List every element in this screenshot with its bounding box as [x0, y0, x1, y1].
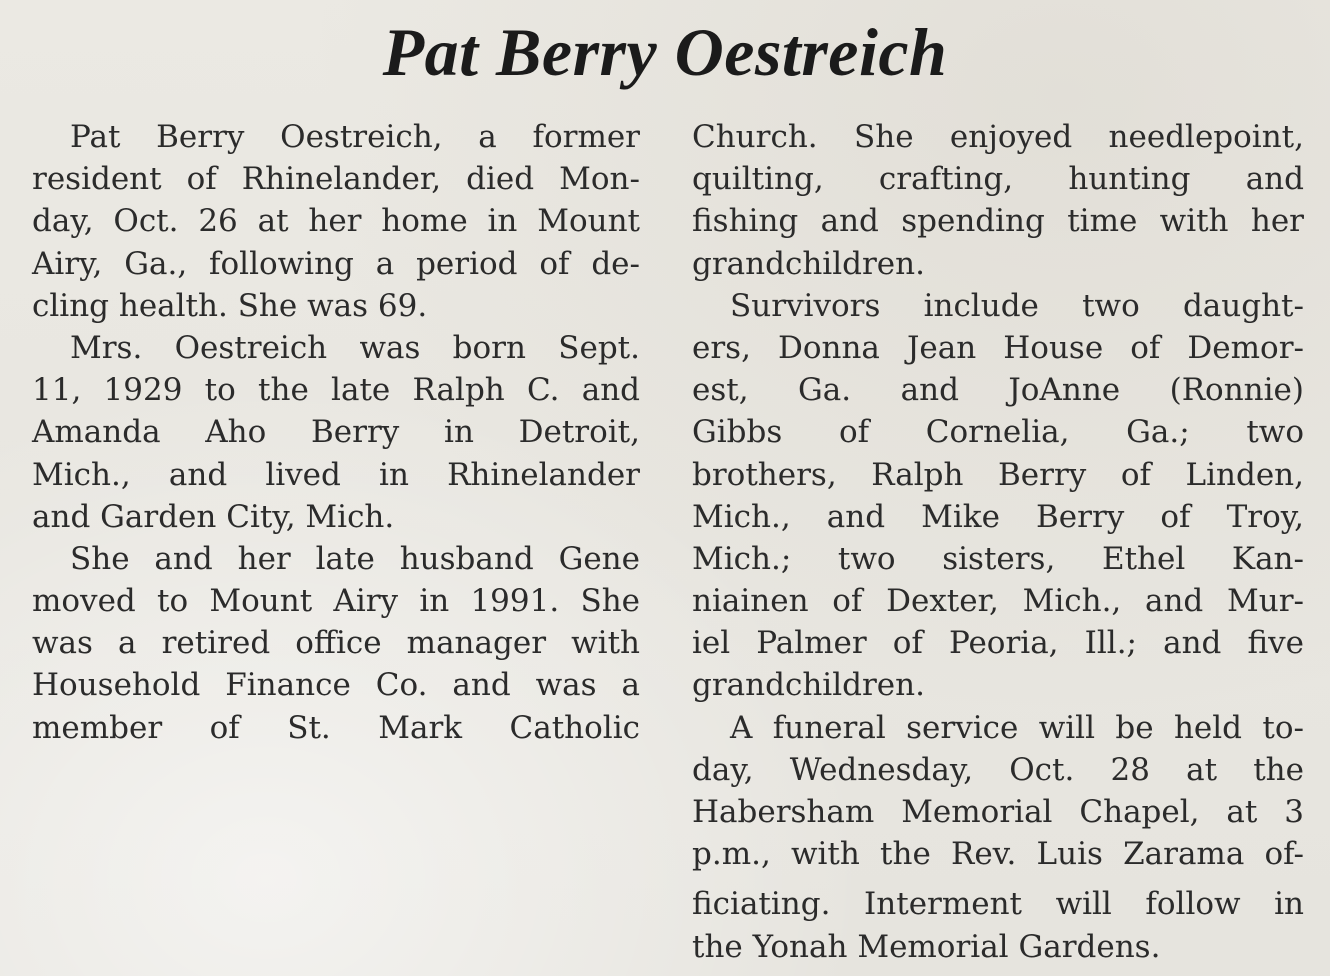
- text-line: Habersham Memorial Chapel, at 3: [692, 794, 1304, 830]
- text-line: day, Wednesday, Oct. 28 at the: [692, 751, 1304, 788]
- text-line: iel Palmer of Peoria, Ill.; and five: [692, 625, 1304, 662]
- text-line: fishing and spending time with her: [692, 203, 1304, 240]
- text-line: was a retired office manager with: [32, 625, 640, 662]
- text-line: moved to Mount Airy in 1991. She: [32, 583, 640, 620]
- text-line: quilting, crafting, hunting and: [692, 161, 1304, 198]
- text-line: Mich.; two sisters, Ethel Kan-: [692, 540, 1304, 577]
- text-line: resident of Rhinelander, died Mon-: [32, 161, 640, 198]
- text-line: niainen of Dexter, Mich., and Mur-: [692, 583, 1304, 620]
- text-line: Church. She enjoyed needlepoint,: [692, 119, 1304, 155]
- text-line: p.m., with the Rev. Luis Zarama of-: [692, 836, 1304, 873]
- text-line: She and her late husband Gene: [70, 540, 640, 577]
- text-line: est, Ga. and JoAnne (Ronnie): [692, 372, 1304, 409]
- text-line: Survivors include two daught-: [730, 287, 1304, 324]
- text-line: member of St. Mark Catholic: [32, 709, 640, 746]
- text-line: ficiating. Interment will follow in: [692, 886, 1304, 923]
- text-line: cling health. She was 69.: [32, 287, 428, 324]
- text-line: Mich., and Mike Berry of Troy,: [692, 498, 1304, 535]
- text-line: Pat Berry Oestreich, a former: [70, 119, 640, 155]
- text-line: Mich., and lived in Rhinelander: [32, 456, 640, 493]
- headline: Pat Berry Oestreich: [382, 14, 948, 90]
- text-line: grandchildren.: [692, 667, 925, 704]
- text-line: Amanda Aho Berry in Detroit,: [32, 414, 640, 451]
- text-line: 11, 1929 to the late Ralph C. and: [32, 372, 640, 409]
- right-column: [692, 116, 1304, 968]
- left-column: [32, 116, 640, 749]
- text-line: Airy, Ga., following a period of de-: [32, 245, 640, 282]
- text-line: Gibbs of Cornelia, Ga.; two: [692, 414, 1304, 451]
- text-line: the Yonah Memorial Gardens.: [692, 928, 1161, 965]
- text-line: Household Finance Co. and was a: [32, 667, 640, 704]
- text-line: and Garden City, Mich.: [32, 498, 395, 535]
- text-line: ers, Donna Jean House of Demor-: [692, 329, 1304, 366]
- text-line: A funeral service will be held to-: [730, 709, 1304, 746]
- text-line: day, Oct. 26 at her home in Mount: [32, 203, 640, 240]
- text-line: brothers, Ralph Berry of Linden,: [692, 456, 1304, 493]
- text-line: grandchildren.: [692, 245, 925, 282]
- text-line: Mrs. Oestreich was born Sept.: [70, 329, 640, 366]
